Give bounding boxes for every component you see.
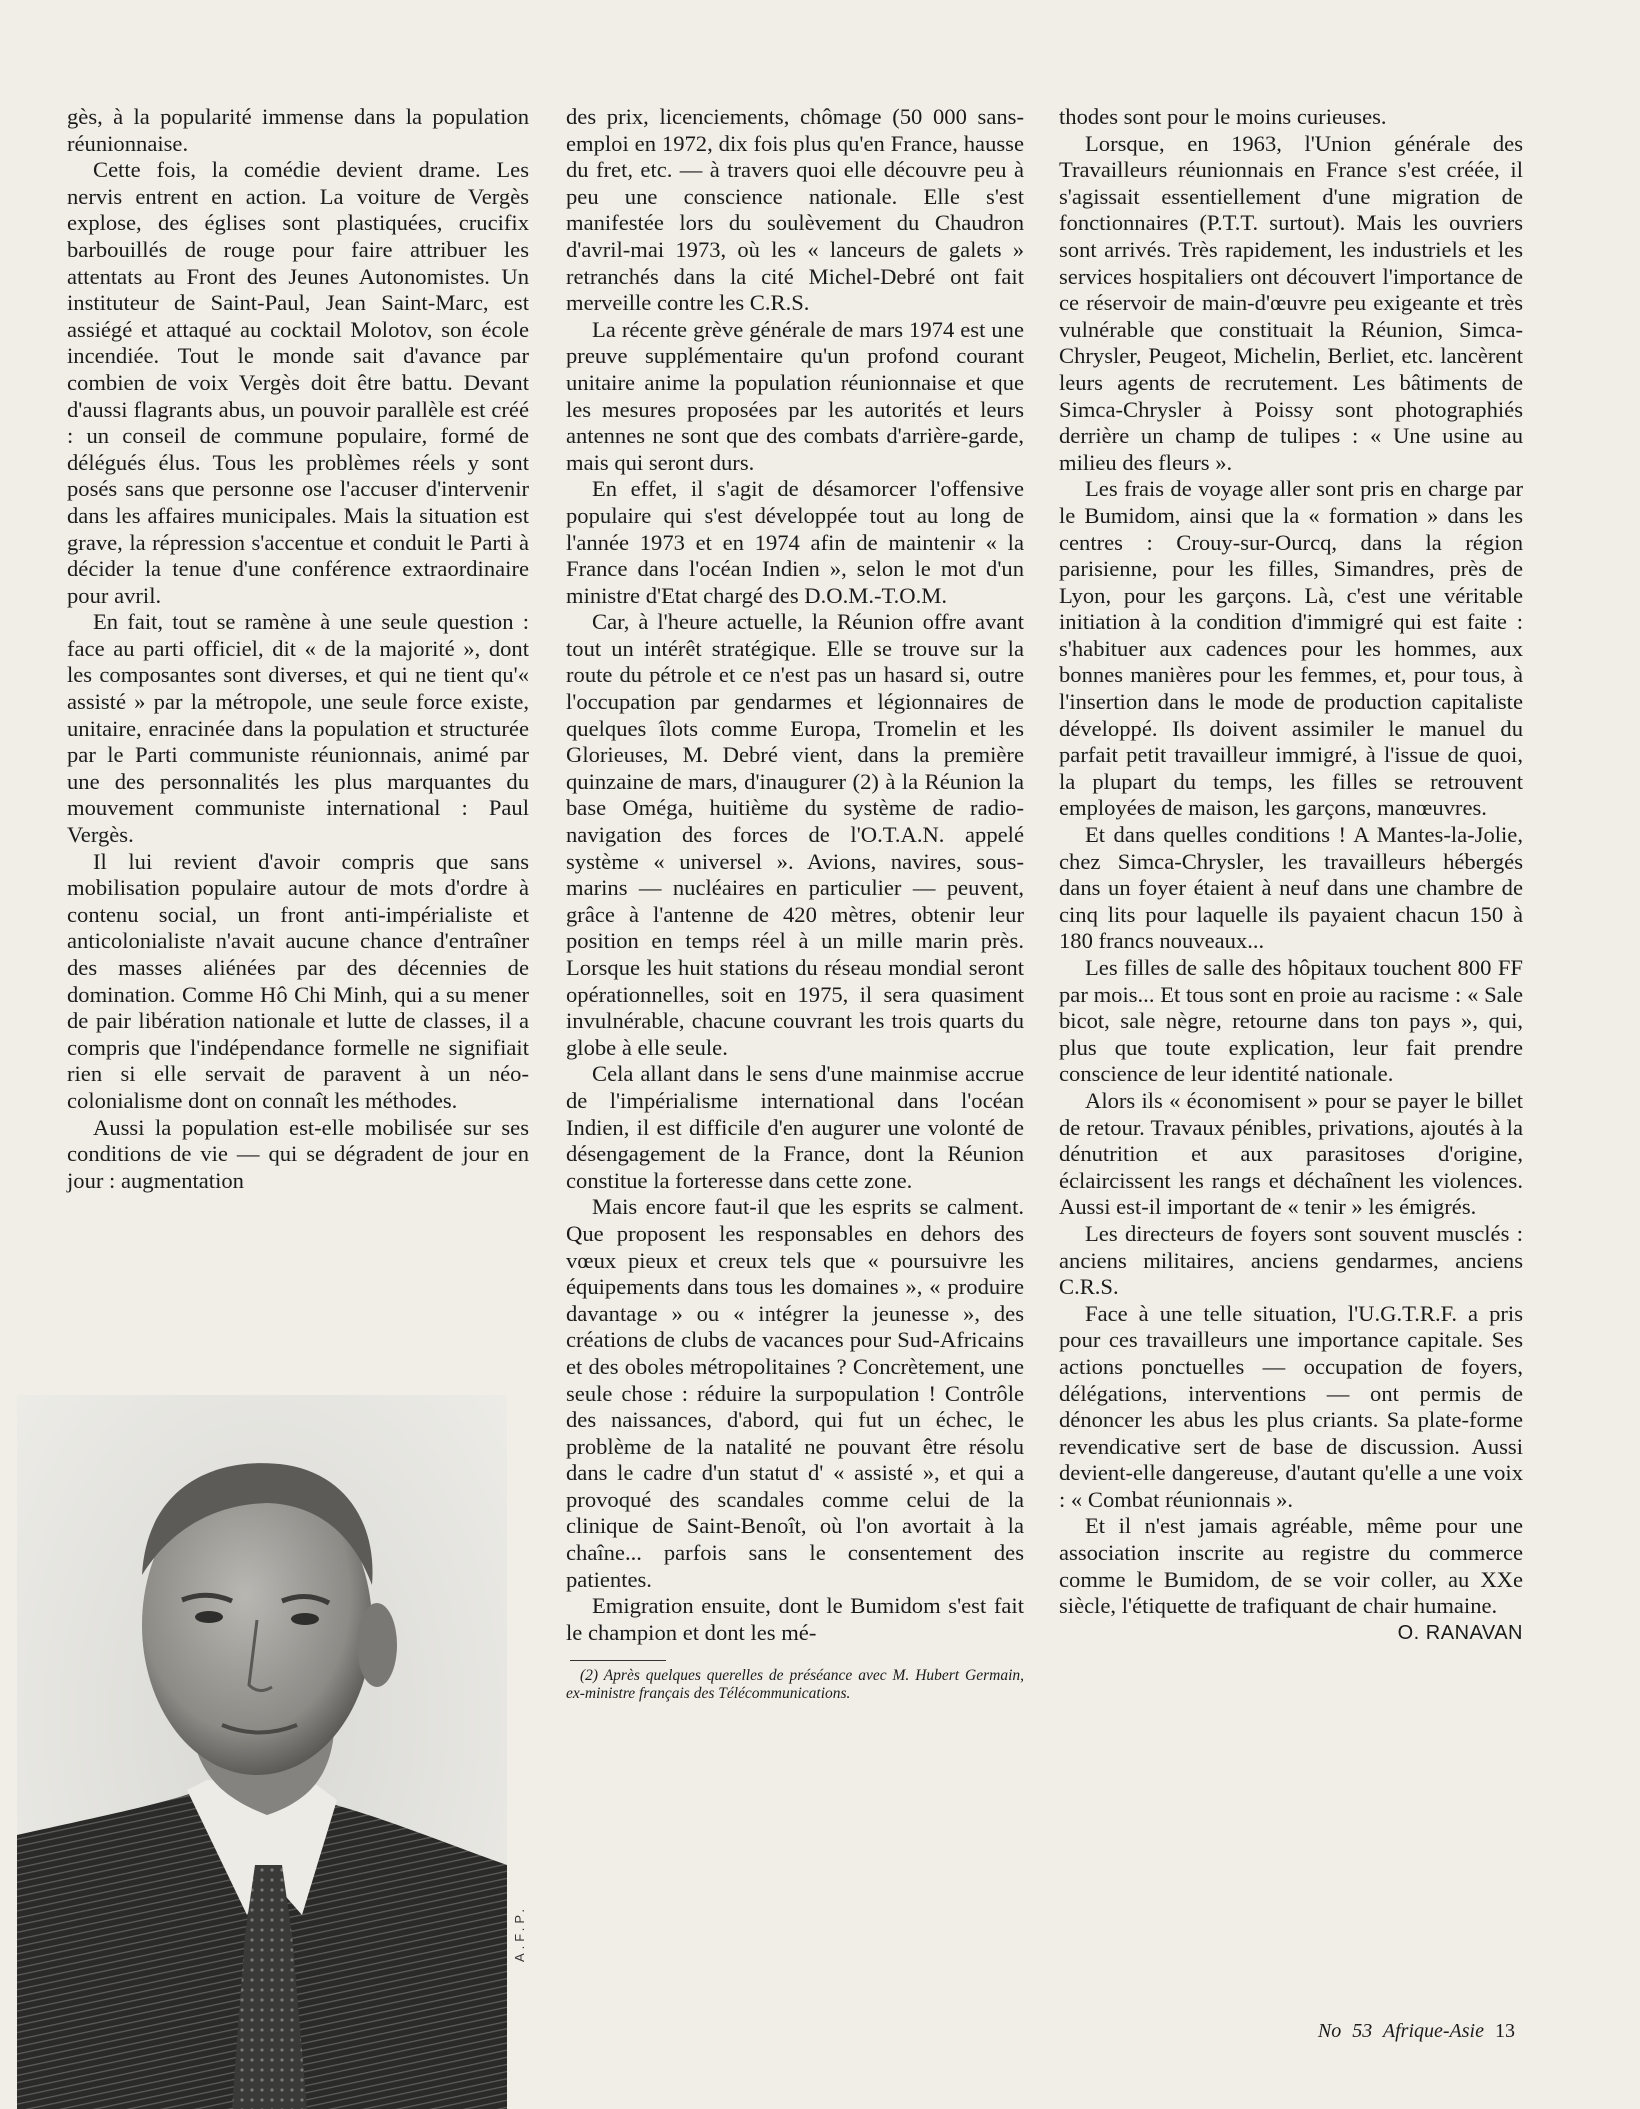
- article-column-2: [566, 104, 1024, 1702]
- paragraph: des prix, licenciements, chômage (50 000 sans-emploi en 1972, dix fois plus qu'en France, hausse du fret, etc. — à travers quoi elle découvre peu à peu une conscience nationale. Elle s'est manifestée lors du soulèvement du Chaudron d'avril-mai 1973, où les « lanceurs de galets » retranchés dans la cité Michel-Debré ont fait merveille contre les C.R.S.: [566, 104, 1024, 316]
- paragraph: Les filles de salle des hôpitaux touchent 800 FF par mois... Et tous sont en proie au racisme : « Sale bicot, sale nègre, retourne dans ton pays », qui, plus que toute explication, leur fait prendre conscience de leur identité nationale.: [1059, 955, 1523, 1087]
- paragraph: Les directeurs de foyers sont souvent musclés : anciens militaires, anciens gendarmes, anciens C.R.S.: [1059, 1220, 1523, 1300]
- article-column-1: [67, 104, 529, 1194]
- author-signature: O. RANAVAN: [1397, 1621, 1523, 1644]
- paragraph: Car, à l'heure actuelle, la Réunion offre avant tout un intérêt stratégique. Elle se trouve sur la route du pétrole et ce n'est pas un hasard si, outre l'occupation par gendarmes et légionnaires de quelques îlots comme Europa, Tromelin et les Glorieuses, M. Debré vient, dans la première quinzaine de mars, d'inaugurer (2) à la Réunion la base Oméga, huitième du système de radio-navigation des forces de l'O.T.A.N. appelé système « universel ». Avions, navires, sous-marins — nucléaires en particulier — peuvent, grâce à l'antenne de 420 mètres, obtenir leur position en temps réel à un mille marin près. Lorsque les huit stations du réseau mondial seront opérationnelles, soit en 1975, il sera quasiment invulnérable, chacune couvrant les trois quarts du globe à elle seule.: [566, 609, 1024, 1060]
- footnote-rule: [570, 1660, 666, 1661]
- issue-number: No 53: [1317, 2020, 1373, 2042]
- paragraph: Les frais de voyage aller sont pris en charge par le Bumidom, ainsi que la « formation » dans les centres : Crouy-sur-Ourcq, dans la région parisienne, pour les filles, Simandres, près de Lyon, pour les garçons. Là, c'est une véritable initiation à la condition d'immigré qui est faite : s'habituer aux cadences pour les hommes, aux bonnes manières pour les femmes, et, pour tous, à l'insertion dans le mode de production capitaliste développé. Ils doivent assimiler le manuel du parfait petit travailleur immigré, à l'issue de quoi, la plupart du temps, les filles se retrouvent employées de maison, les garçons, manœuvres.: [1059, 476, 1523, 821]
- article-column-3: [1059, 104, 1523, 1646]
- paragraph: Mais encore faut-il que les esprits se calment. Que proposent les responsables en dehors des vœux pieux et creux tels que « poursuivre les équipements dans tous les domaines », « produire davantage » ou « intégrer la jeunesse », des créations de clubs de vacances pour Sud-Africains et des oboles métropolitaines ? Concrètement, une seule chose : réduire la surpopulation ! Contrôle des naissances, d'abord, qui fut un échec, le problème de la natalité ne pouvant être résolu dans le cadre d'un statut d' « assisté », et qui a provoqué des scandales comme celui de la clinique de Saint-Benoît, où l'on avortait à la chaîne... parfois sans le consentement des patientes.: [566, 1194, 1024, 1592]
- paragraph: gès, à la popularité immense dans la population réunionnaise.: [67, 104, 529, 156]
- paragraph: Il lui revient d'avoir compris que sans mobilisation populaire autour de mots d'ordre à contenu social, un front anti-impérialiste et anticolonialiste n'avait aucune chance d'entraîner des masses aliénées par des décennies de domination. Comme Hô Chi Minh, qui a su mener de pair libération nationale et lutte de classes, il a compris que l'indépendance formelle ne signifiait rien si elle servait de paravent à un néo-colonialisme dont on connaît les méthodes.: [67, 848, 529, 1113]
- paragraph: Cette fois, la comédie devient drame. Les nervis entrent en action. La voiture de Vergès explose, des églises sont plastiquées, crucifix barbouillés de rouge pour faire attribuer les attentats au Front des Jeunes Autonomistes. Un instituteur de Saint-Paul, Jean Saint-Marc, est assiégé et attaqué au cocktail Molotov, son école incendiée. Tout le monde sait d'avance par combien de voix Vergès doit être battu. Devant d'aussi flagrants abus, un pouvoir parallèle est créé : un conseil de commune populaire, formé de délégués élus. Tous les problèmes réels y sont posés sans que personne ose l'accuser d'intervenir dans les affaires municipales. Mais la situation est grave, la répression s'accentue et conduit le Parti à décider la tenue d'une conférence extraordinaire pour avril.: [67, 157, 529, 608]
- paragraph: Et il n'est jamais agréable, même pour une association inscrite au registre du commerce comme le Bumidom, de se voir coller, au XXe siècle, l'étiquette de trafiquant de chair humaine.: [1059, 1513, 1523, 1619]
- paragraph: En fait, tout se ramène à une seule question : face au parti officiel, dit « de la majorité », dont les composantes sont diverses, et qui ne tient qu'« assisté » par la métropole, une seule force existe, unitaire, enracinée dans la population et structurée par le Parti communiste réunionnais, animé par une des personnalités les plus marquantes du mouvement communiste international : Paul Vergès.: [67, 609, 529, 848]
- paragraph: Face à une telle situation, l'U.G.T.R.F. a pris pour ces travailleurs une importance capitale. Ses actions ponctuelles — occupation de foyers, délégations, interventions — ont permis de dénoncer les abus les plus criants. Sa plate-forme revendicative sert de base de discussion. Aussi devient-elle dangereuse, d'autant qu'elle a une voix : « Combat réunionnais ».: [1059, 1300, 1523, 1512]
- photo-credit: A.F.P.: [512, 1904, 527, 1962]
- paragraph: Alors ils « économisent » pour se payer le billet de retour. Travaux pénibles, privations, ajoutés à la dénutrition et aux parasitoses d'origine, éclaircissent les rangs et déchaînent les violences. Aussi est-il important de « tenir » les émigrés.: [1059, 1087, 1523, 1220]
- magazine-name: Afrique-Asie: [1382, 2020, 1484, 2042]
- paragraph: En effet, il s'agit de désamorcer l'offensive populaire qui s'est développée tout au long de l'année 1973 et en 1974 afin de maintenir « la France dans l'océan Indien », selon le mot d'un ministre d'Etat chargé des D.O.M.-T.O.M.: [566, 476, 1024, 608]
- paragraph: Cela allant dans le sens d'une mainmise accrue de l'impérialisme international dans l'océan Indien, il est difficile d'en augurer une volonté de désengagement de la France, dont la Réunion constitue la forteresse dans cette zone.: [566, 1061, 1024, 1193]
- paragraph: Aussi la population est-elle mobilisée sur ses conditions de vie — qui se dégradent de jour en jour : augmentation: [67, 1114, 529, 1193]
- paragraph: thodes sont pour le moins curieuses.: [1059, 104, 1387, 129]
- paragraph: La récente grève générale de mars 1974 est une preuve supplémentaire qu'un profond courant unitaire anime la population réunionnaise et que les mesures proposées par les autorités et leurs antennes ne sont que des combats d'arrière-garde, mais qui seront durs.: [566, 316, 1024, 475]
- paragraph: Et dans quelles conditions ! A Mantes-la-Jolie, chez Simca-Chrysler, les travailleurs hébergés dans un foyer étaient à neuf dans une chambre de cinq lits pour laquelle ils payaient chacun 150 à 180 francs nouveaux...: [1059, 822, 1523, 954]
- page-number: 13: [1495, 2020, 1515, 2042]
- paragraph: Emigration ensuite, dont le Bumidom s'est fait le champion et dont les mé-: [566, 1593, 1024, 1645]
- page-footer: [1318, 2020, 1515, 2043]
- paragraph: Lorsque, en 1963, l'Union générale des Travailleurs réunionnais en France s'est créée, il s'agissait essentiellement d'une migration de fonctionnaires (P.T.T. surtout). Mais les ouvriers sont arrivés. Très rapidement, les industriels et les services hospitaliers ont découvert l'importance de ce réservoir de main-d'œuvre peu exigeante et très vulnérable que constituait la Réunion, Simca-Chrysler, Peugeot, Michelin, Berliet, etc. lancèrent leurs agents de recrutement. Les bâtiments de Simca-Chrysler à Poissy sont photographiés derrière un champ de tulipes : « Une usine au milieu des fleurs ».: [1059, 130, 1523, 475]
- footnote: (2) Après quelques querelles de préséance avec M. Hubert Germain, ex-ministre français des Télécommunications.: [566, 1667, 1024, 1702]
- portrait-photo: [17, 1395, 507, 2109]
